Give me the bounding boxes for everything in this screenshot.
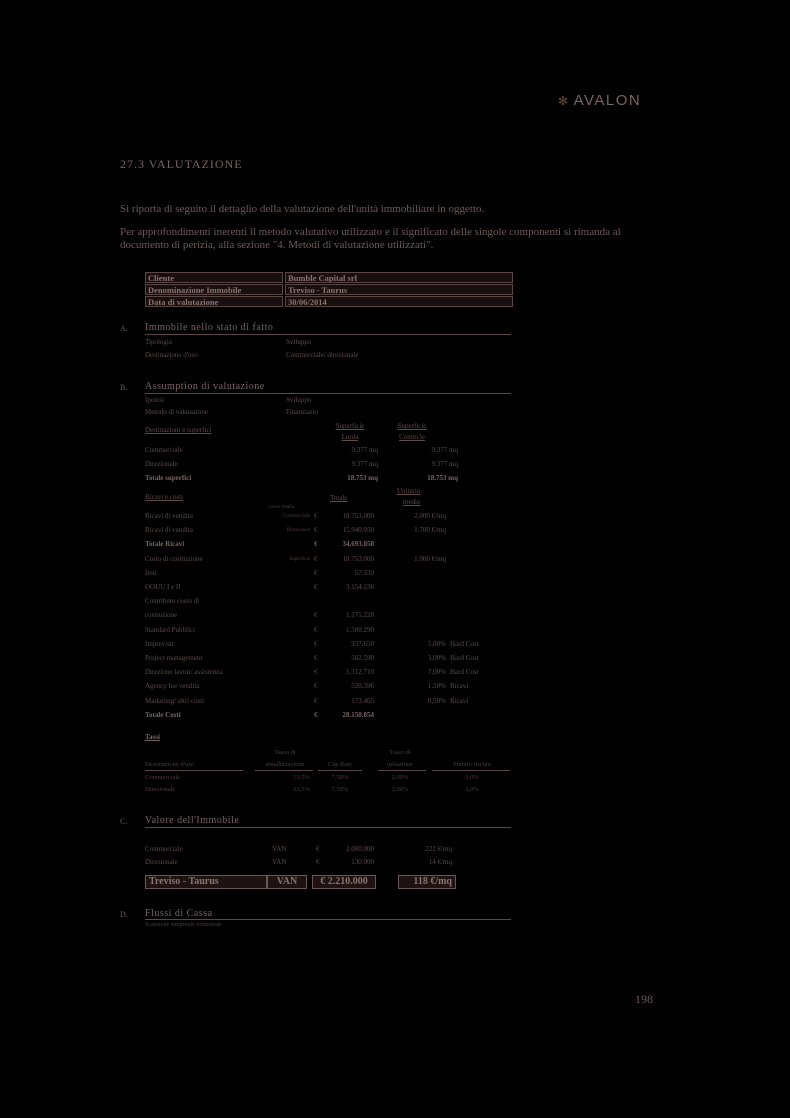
cost-total: 1.500.290: [346, 626, 374, 634]
tassi-rule: [378, 770, 426, 771]
section-d-rule: [145, 919, 511, 920]
ipotesi-value: Sviluppo: [286, 396, 312, 404]
cost-label: Agency fee vendita: [145, 682, 200, 690]
cost-label: Marketing/ altri costi: [145, 697, 205, 705]
cost-note: Hard Cost: [450, 654, 479, 662]
cost-currency: €: [314, 512, 318, 520]
tassi-col-inflazione-2: inflazione: [387, 761, 413, 768]
metodo-label: Metodo di valutazione: [145, 408, 208, 416]
info-value: Treviso - Taurus: [285, 284, 513, 295]
info-label: Data di valutazione: [145, 296, 283, 307]
tassi-dest: Commerciale: [145, 774, 181, 781]
value-label: Direzionale: [145, 858, 178, 866]
tassi-col-destinazione: Destinazione d'uso: [145, 761, 195, 768]
page-number: 198: [635, 992, 653, 1006]
ricavi-header: Ricavi e costi: [145, 493, 184, 501]
cost-currency: €: [314, 626, 318, 634]
cost-unit: 3,00%: [427, 654, 446, 662]
cost-currency: €: [314, 583, 318, 591]
cost-label: Ricavi di vendita: [145, 512, 193, 520]
tassi-att: 13,5%: [293, 786, 310, 793]
section-d-letter: D.: [120, 910, 128, 919]
tassi-rule: [432, 770, 510, 771]
section-b-title: Assumption di valutazione: [145, 381, 265, 392]
cost-currency: €: [314, 682, 318, 690]
section-d-title: Flussi di Cassa: [145, 908, 213, 919]
tassi-cap: 7,50%: [331, 774, 349, 781]
surface-label: Commerciale: [145, 446, 183, 454]
cost-label: Contributo costo di: [145, 597, 200, 605]
cost-currency: €: [314, 711, 318, 719]
surface-lorda: 9.377 mq: [351, 460, 378, 468]
cost-label: Direzione lavori/ assistenza: [145, 668, 223, 676]
cost-total: 520.396: [351, 682, 374, 690]
tassi-infl: 2,00%: [391, 774, 409, 781]
cost-label: Totale Costi: [145, 711, 181, 719]
tassi-rule: [255, 770, 313, 771]
value-currency: €: [316, 858, 320, 866]
section-c-letter: C.: [120, 817, 128, 826]
cost-total: 34.693.050: [342, 540, 374, 548]
cost-total: 57.339: [354, 569, 374, 577]
section-c-title: Valore dell'Immobile: [145, 815, 240, 826]
cost-label: Project management: [145, 654, 203, 662]
tipologia-label: Tipologia: [145, 338, 172, 346]
cost-currency: €: [314, 611, 318, 619]
intro-paragraph-1: Si riporta di seguito il dettaglio della valutazione dell'unità immobiliare in oggetto.: [120, 203, 485, 215]
surface-label: Totale superfici: [145, 474, 192, 482]
cost-sub: Superficie: [289, 557, 310, 562]
value-amount: 2.080.000: [346, 845, 374, 853]
cost-label: Ricavi di vendita: [145, 526, 193, 534]
cost-currency: €: [314, 526, 318, 534]
info-label: Cliente: [145, 272, 283, 283]
value-type: VAN: [272, 858, 287, 866]
cost-label: costruzione: [145, 611, 178, 619]
section-a-rule: [145, 334, 511, 335]
col-superficie-comm-2: Comm.le: [399, 433, 425, 441]
surface-comm: 9.377 mq: [431, 446, 458, 454]
cost-total: 173.465: [351, 697, 374, 705]
surface-lorda: 18.753 mq: [347, 474, 378, 482]
cost-unit: 0,50%: [427, 697, 446, 705]
col-unitario-2: medio: [403, 498, 421, 506]
tassi-rule: [145, 770, 243, 771]
cost-total: 15.940.050: [342, 526, 374, 534]
info-box: [145, 272, 513, 308]
cost-total: 3.154.236: [346, 583, 374, 591]
cost-currency: €: [314, 697, 318, 705]
col-superficie-comm-1: Superficie: [397, 422, 427, 430]
value-type: VAN: [272, 845, 287, 853]
cost-note: Ricavi: [450, 697, 469, 705]
cost-label: Costo di costruzione: [145, 555, 203, 563]
cost-currency: €: [314, 540, 318, 548]
summary-unit: 118 €/mq: [398, 875, 456, 889]
cost-total: 1.175.228: [346, 611, 374, 619]
cost-unit: 2.000 €/mq: [414, 512, 446, 520]
cost-label: Imprevisti: [145, 640, 174, 648]
col-unitario-1: Unitario: [397, 487, 421, 495]
tassi-att: 13,5%: [293, 774, 310, 781]
info-label: Denominazione Immobile: [145, 284, 283, 295]
tassi-rule: [318, 770, 362, 771]
tassi-prem: 3,0%: [465, 786, 479, 793]
ipotesi-label: Ipotesi: [145, 396, 165, 404]
summary-value: € 2.210.000: [312, 875, 376, 889]
cost-label: OOUU I e II: [145, 583, 181, 591]
info-value: Bumble Capital srl: [285, 272, 513, 283]
section-b-rule: [145, 393, 511, 394]
cost-label: Standard Pubblici: [145, 626, 195, 634]
cost-unit: 5,00%: [427, 640, 446, 648]
cost-label: Totale Ricavi: [145, 540, 185, 548]
cost-total: 28.150.854: [342, 711, 374, 719]
col-valore-medio: valore medio: [268, 505, 295, 510]
destinazione-value: Commerciale/ direzionale: [286, 351, 359, 359]
tassi-col-attualizzazione-2: attualizzazione: [265, 761, 305, 768]
cost-label: Imu: [145, 569, 157, 577]
summary-type: VAN: [267, 875, 307, 889]
cost-currency: €: [314, 569, 318, 577]
cost-unit: 1,50%: [427, 682, 446, 690]
cost-total: 937.650: [351, 640, 374, 648]
logo-text: AVALON: [573, 92, 642, 109]
cost-note: Ricavi: [450, 682, 469, 690]
cost-unit: 1.000 €/mq: [414, 555, 446, 563]
logo-mark-icon: ✻: [558, 94, 570, 108]
info-value: 30/06/2014: [285, 296, 513, 307]
value-unit: 14 €/mq: [428, 858, 452, 866]
value-label: Commerciale: [145, 845, 183, 853]
tassi-prem: 3,0%: [465, 774, 479, 781]
section-a-letter: A.: [120, 324, 128, 333]
tassi-col-premio: Premio rischio: [452, 761, 492, 768]
avalon-logo: [558, 92, 641, 109]
cost-note: Hard Cost: [450, 668, 479, 676]
value-currency: €: [316, 845, 320, 853]
surface-comm: 18.753 mq: [427, 474, 458, 482]
cost-note: Hard Cost: [450, 640, 479, 648]
cost-total: 18.753.000: [342, 555, 374, 563]
section-a-title: Immobile nello stato di fatto: [145, 322, 274, 333]
value-unit: 222 €/mq: [425, 845, 452, 853]
cost-sub: Commerciale: [283, 514, 310, 519]
tassi-dest: Direzionale: [145, 786, 176, 793]
intro-paragraph-2: Per approfondimenti inerenti il metodo valutativo utilizzato e il significato delle singole componenti si rimanda al documento di perizia, alla sezione "4. Metodi di valutazione utilizzati".: [120, 226, 621, 251]
tassi-infl: 2,00%: [391, 786, 409, 793]
tassi-col-attualizzazione-1: Tasso di: [274, 749, 296, 756]
cost-currency: €: [314, 555, 318, 563]
destinazioni-header: Destinazioni e superfici: [145, 426, 212, 434]
tassi-cap: 7,50%: [331, 786, 349, 793]
metodo-value: Finanziario: [286, 408, 318, 416]
surface-lorda: 9.377 mq: [351, 446, 378, 454]
cost-sub: Direzionale: [286, 528, 310, 533]
col-totale: Totale: [330, 494, 348, 502]
cost-currency: €: [314, 640, 318, 648]
surface-label: Direzionale: [145, 460, 178, 468]
surface-comm: 9.377 mq: [431, 460, 458, 468]
col-superficie-lorda-2: Lorda: [341, 433, 359, 441]
cost-currency: €: [314, 668, 318, 676]
section-c-rule: [145, 827, 511, 828]
section-heading: 27.3 VALUTAZIONE: [120, 157, 243, 171]
destinazione-label: Destinazione d'uso: [145, 351, 198, 359]
tassi-col-inflazione-1: Tasso di: [389, 749, 411, 756]
tipologia-value: Sviluppo: [286, 338, 312, 346]
section-b-letter: B.: [120, 383, 128, 392]
cost-unit: 1.700 €/mq: [414, 526, 446, 534]
cost-total: 1.312.710: [346, 668, 374, 676]
cost-unit: 7,00%: [427, 668, 446, 676]
value-amount: 130.000: [351, 858, 374, 866]
summary-label: Treviso - Taurus: [145, 875, 267, 889]
section-d-subtitle: Scansione temporale trimestrale: [145, 922, 222, 928]
tassi-header: Tassi: [145, 733, 160, 741]
tassi-col-caprate: Cap Rate: [327, 761, 352, 768]
cost-total: 562.590: [351, 654, 374, 662]
cost-currency: €: [314, 654, 318, 662]
cost-total: 18.753.000: [342, 512, 374, 520]
col-superficie-lorda-1: Superficie: [335, 422, 365, 430]
